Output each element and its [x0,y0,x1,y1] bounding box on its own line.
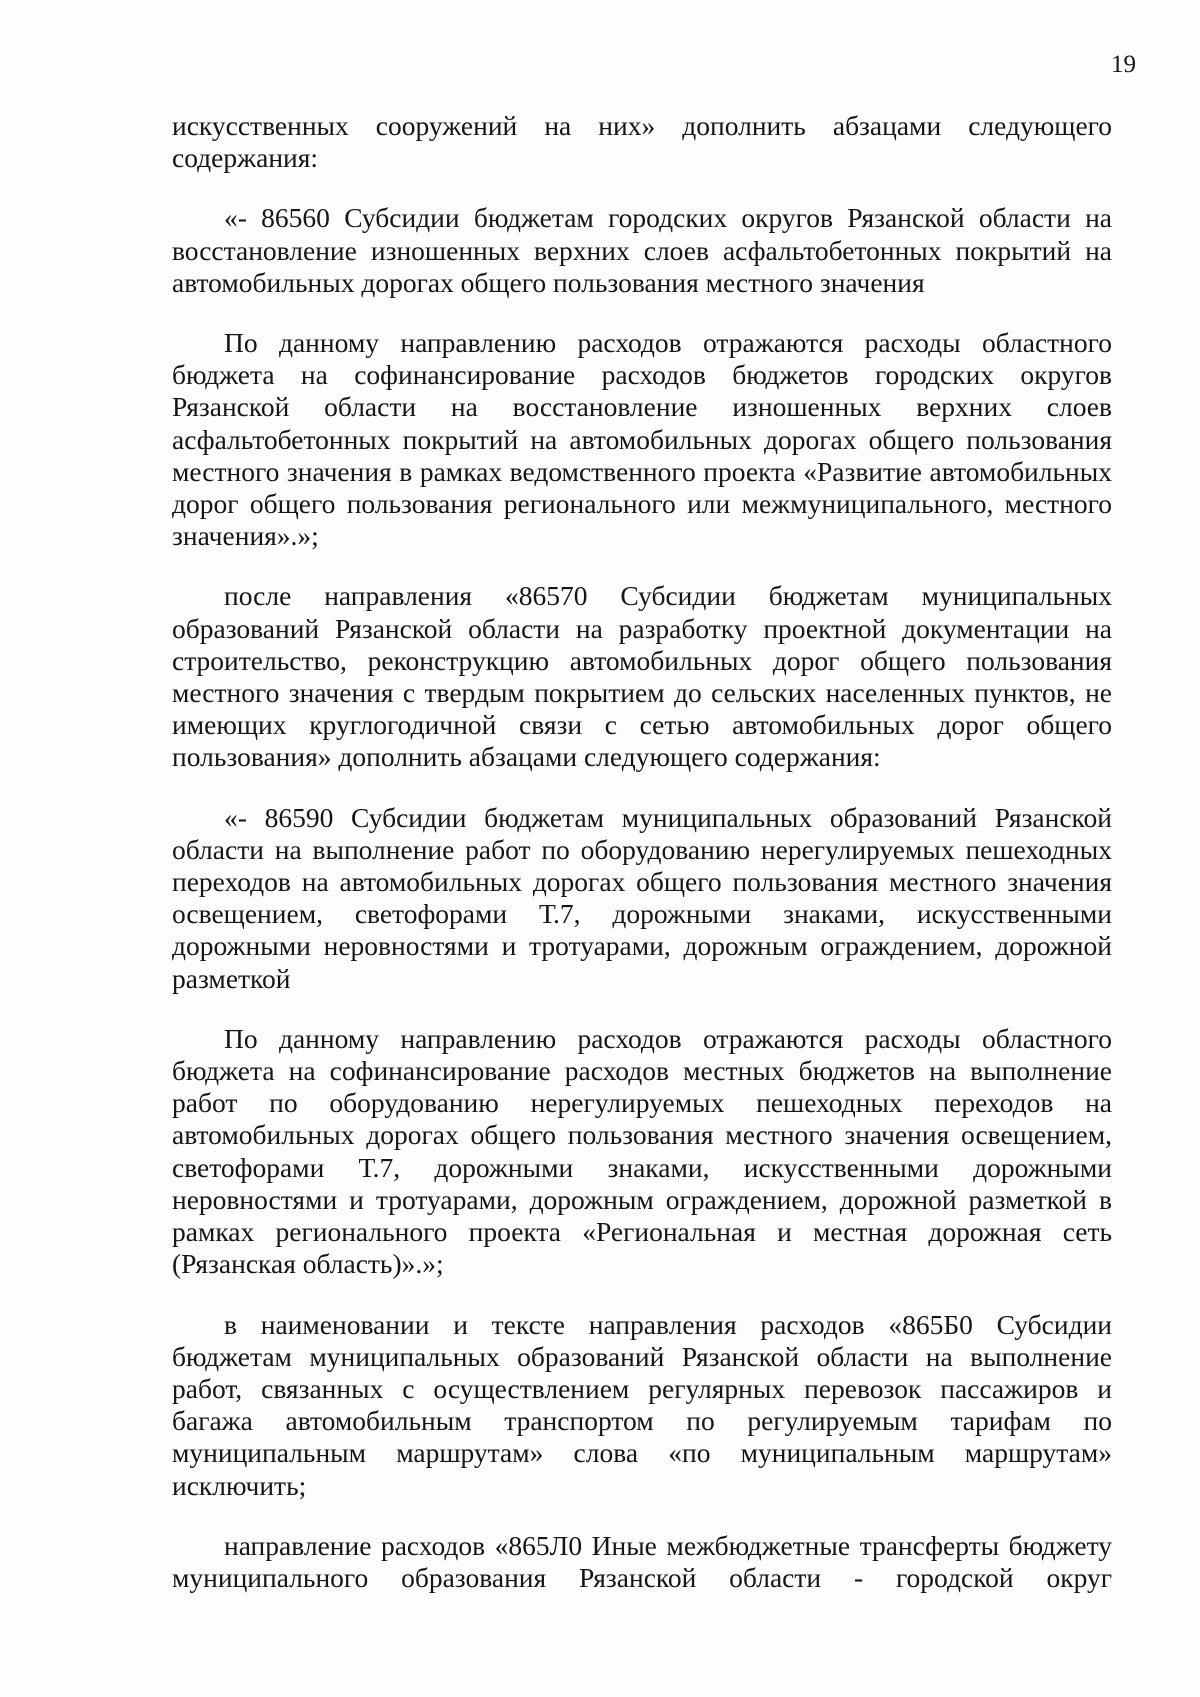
paragraph-865b0-amendment: в наименовании и тексте направления расходов «865Б0 Субсидии бюджетам муниципальных образований Рязанской области на выполнение работ, связанных с осуществлением регулярных перевозок пассажиров и багажа автомобильным транспортом по регулируемым тарифам по муниципальным маршрутам» слова «по муниципальным маршрутам» исключить; [172,1308,1112,1501]
paragraph-86570-amendment: после направления «86570 Субсидии бюджетам муниципальных образований Рязанской области на разработку проектной документации на строительство, реконструкцию автомобильных дорог общего пользования местного значения с твердым покрытием до сельских населенных пунктов, не имеющих круглогодичной связи с сетью автомобильных дорог общего пользования» дополнить абзацами следующего содержания: [172,580,1112,773]
document-body [172,110,1112,1594]
paragraph-86590-description: По данному направлению расходов отражаются расходы областного бюджета на софинансирование расходов местных бюджетов на выполнение работ по оборудованию нерегулируемых пешеходных переходов на автомобильных дорогах общего пользования местного значения освещением, светофорами Т.7, дорожными знаками, искусственными дорожными неровностями и тротуарами, дорожным ограждением, дорожной разметкой в рамках регионального проекта «Региональная и местная дорожная сеть (Рязанская область)».»; [172,1022,1112,1280]
paragraph-865l0-amendment: направление расходов «865Л0 Иные межбюджетные трансферты бюджету муниципального образования Рязанской области - городской округ [172,1529,1112,1593]
paragraph-86560-title: «- 86560 Субсидии бюджетам городских округов Рязанской области на восстановление изношенных верхних слоев асфальтобетонных покрытий на автомобильных дорогах общего пользования местного значения [172,202,1112,298]
paragraph-intro-continuation: искусственных сооружений на них» дополнить абзацами следующего содержания: [172,110,1112,174]
paragraph-86590-title: «- 86590 Субсидии бюджетам муниципальных образований Рязанской области на выполнение работ по оборудованию нерегулируемых пешеходных переходов на автомобильных дорогах общего пользования местного значения освещением, светофорами Т.7, дорожными знаками, искусственными дорожными неровностями и тротуарами, дорожным ограждением, дорожной разметкой [172,801,1112,994]
page-number: 19 [1111,51,1136,78]
paragraph-86560-description: По данному направлению расходов отражаются расходы областного бюджета на софинансирование расходов бюджетов городских округов Рязанской области на восстановление изношенных верхних слоев асфальтобетонных покрытий на автомобильных дорогах общего пользования местного значения в рамках ведомственного проекта «Развитие автомобильных дорог общего пользования регионального или межмуниципального, местного значения».»; [172,327,1112,552]
